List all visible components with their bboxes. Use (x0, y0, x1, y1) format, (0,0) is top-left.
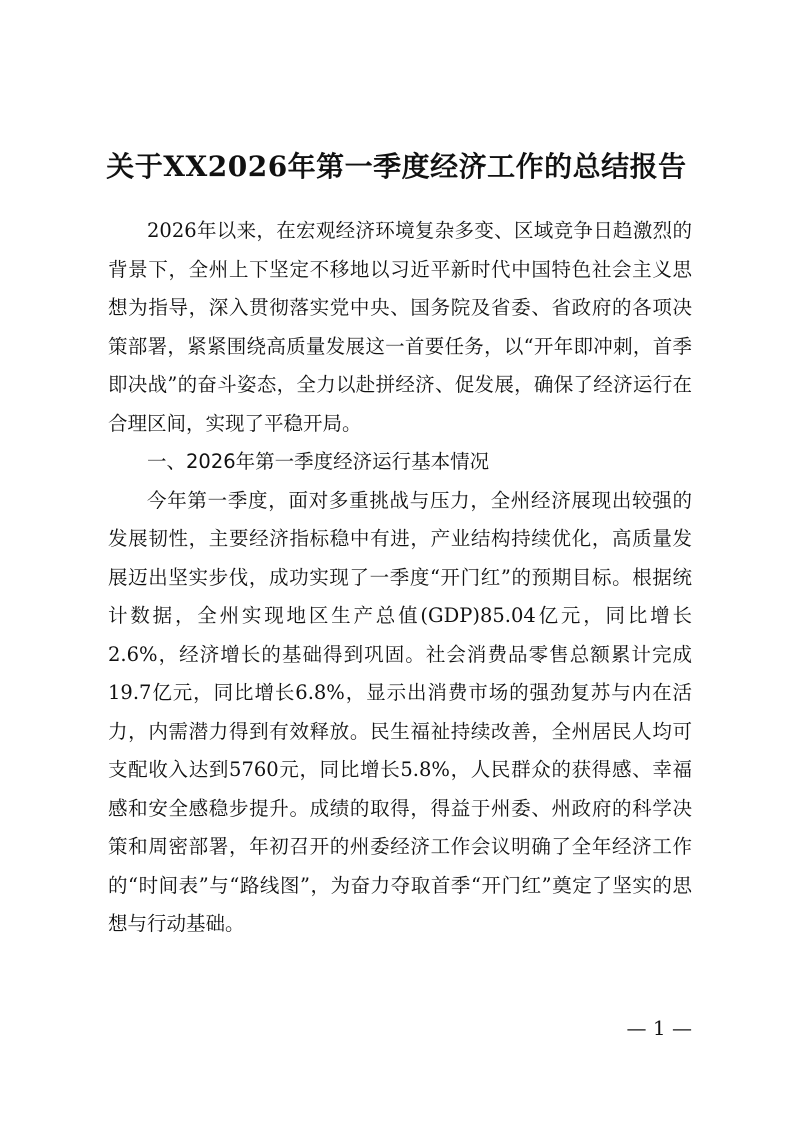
document-body (108, 212, 692, 944)
page-number: — 1 — (626, 1016, 692, 1040)
section-heading: 一、2026年第一季度经济运行基本情况 (147, 450, 490, 473)
intro-paragraph: 2026年以来，在宏观经济环境复杂多变、区域竞争日趋激烈的背景下，全州上下坚定不移地以习近平新时代中国特色社会主义思想为指导，深入贯彻落实党中央、国务院及省委、省政府的各项决策部署，紧紧围绕高质量发展这一首要任务，以“开年即冲刺，首季即决战”的奋斗姿态，全力以赴拼经济、促发展，确保了经济运行在合理区间，实现了平稳开局。 (108, 219, 692, 435)
document-title: 关于XX2026年第一季度经济工作的总结报告 (106, 150, 687, 183)
section-paragraph: 今年第一季度，面对多重挑战与压力，全州经济展现出较强的发展韧性，主要经济指标稳中有进，产业结构持续优化，高质量发展迈出坚实步伐，成功实现了一季度“开门红”的预期目标。根据统计数据，全州实现地区生产总值(GDP)85.04亿元，同比增长2.6%，经济增长的基础得到巩固。社会消费品零售总额累计完成19.7亿元，同比增长6.8%，显示出消费市场的强劲复苏与内在活力，内需潜力得到有效释放。民生福祉持续改善，全州居民人均可支配收入达到5760元，同比增长5.8%，人民群众的获得感、幸福感和安全感稳步提升。成绩的取得，得益于州委、州政府的科学决策和周密部署，年初召开的州委经济工作会议明确了全年经济工作的“时间表”与“路线图”，为奋力夺取首季“开门红”奠定了坚实的思想与行动基础。 (108, 488, 692, 935)
